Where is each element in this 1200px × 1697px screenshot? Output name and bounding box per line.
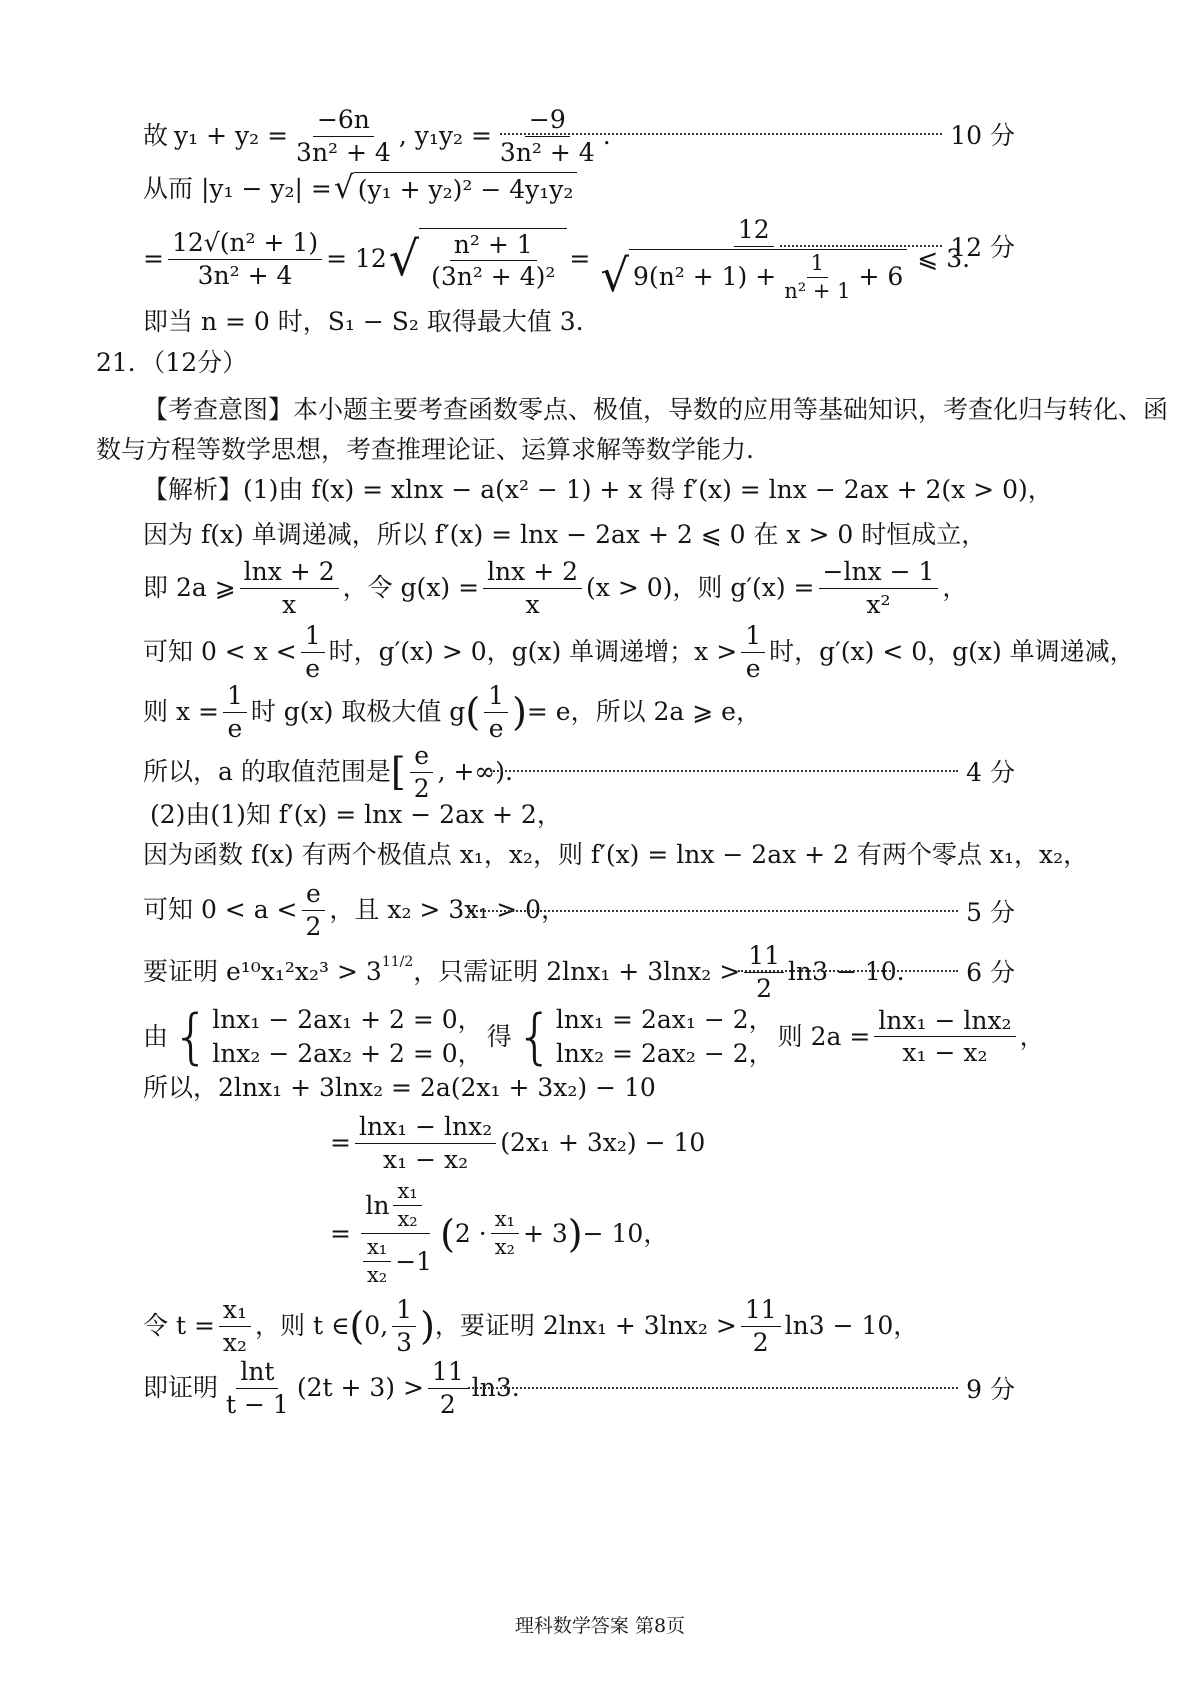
numerator: n² + 1	[450, 231, 537, 262]
denominator: e	[488, 713, 504, 743]
text: 数与方程等数学思想，考查推理论证、运算求解等数学能力.	[96, 435, 754, 464]
fraction	[483, 558, 582, 618]
fraction	[292, 106, 395, 166]
numerator: 11	[741, 1296, 781, 1327]
numerator: 11	[744, 942, 784, 973]
denominator: x₁ − x₂	[383, 1144, 469, 1174]
math-expr: ，要证明 2lnx₁ + 3lnx₂ >	[434, 1311, 737, 1340]
math-expr: 时，g′(x) < 0，g(x) 单调递减，	[769, 637, 1135, 666]
denominator: e	[305, 653, 321, 683]
math-expr: ln3 − 10.	[788, 957, 905, 986]
line-20	[330, 1113, 705, 1173]
denominator: x₁ − x₂	[902, 1038, 988, 1068]
line-9	[143, 520, 986, 550]
math-expr: 可知 0 < x <	[143, 637, 297, 666]
math-expr: y₁ + y₂ =	[174, 121, 289, 150]
line-19	[143, 1073, 656, 1103]
score-leader	[738, 953, 1015, 989]
numerator: 12√(n² + 1)	[168, 229, 322, 260]
denominator: x	[525, 589, 540, 619]
math-expr: + 3	[522, 1218, 568, 1248]
text: (2)由(1)知 f′(x) = lnx − 2ax + 2，	[150, 800, 562, 829]
dot-leader	[468, 1387, 958, 1389]
bracket: [	[390, 750, 406, 794]
line-21	[330, 1180, 668, 1287]
question-21-heading	[96, 348, 247, 378]
math-expr: 时，g′(x) > 0，g(x) 单调递增；x >	[328, 637, 738, 666]
fraction	[168, 229, 322, 289]
equation: lnx₁ = 2ax₁ − 2，	[555, 1005, 774, 1034]
fraction	[219, 1296, 251, 1356]
denominator: x	[282, 589, 297, 619]
numerator: −6n	[313, 106, 374, 137]
equation-system	[516, 1003, 774, 1071]
denominator: n² + 1	[784, 278, 851, 303]
math-expr: (2t + 3) >	[296, 1373, 424, 1402]
dot-leader	[500, 133, 942, 135]
math-expr: 即 2a ⩾	[143, 573, 236, 602]
math-expr: + 6	[858, 262, 904, 292]
paren: (	[440, 1211, 455, 1256]
text: 【解析】(1)由 f(x) = xlnx − a(x² − 1) + x 得 f′(x) = lnx − 2ax + 2(x > 0)，	[143, 475, 1053, 504]
numerator: −9	[525, 106, 570, 137]
paren: (	[465, 690, 481, 734]
numerator: lnx₁ − lnx₂	[874, 1007, 1015, 1038]
math-expr: 0,	[364, 1311, 389, 1340]
score-label: 6 分	[966, 958, 1015, 987]
text: 所以，a 的取值范围是	[143, 757, 391, 786]
numerator: lnx + 2	[483, 558, 582, 589]
equation: lnx₂ = 2ax₂ − 2，	[555, 1038, 774, 1068]
math-expr: (x > 0)，则 g′(x) =	[586, 573, 815, 602]
text: 所以，2lnx₁ + 3lnx₂ = 2a(2x₁ + 3x₂) − 10	[143, 1073, 656, 1102]
math-expr: 则 2a =	[777, 1021, 871, 1051]
score-label: 4 分	[966, 758, 1015, 787]
equation: lnx₁ − 2ax₁ + 2 = 0，	[212, 1005, 483, 1034]
fraction	[392, 1296, 416, 1356]
denominator	[355, 1234, 436, 1287]
denominator: e	[745, 653, 761, 683]
math-expr: ，只需证明 2lnx₁ + 3lnx₂ >	[413, 957, 741, 986]
fraction	[363, 1236, 391, 1287]
fraction	[410, 742, 434, 802]
score-label: 10 分	[950, 121, 1015, 150]
score-label: 12 分	[950, 233, 1015, 262]
math-expr: ，则 t ∈	[255, 1311, 350, 1340]
fraction	[222, 1358, 293, 1418]
line-4	[143, 307, 584, 337]
math-expr: , +∞).	[437, 757, 513, 786]
math-expr: =	[330, 1128, 351, 1157]
brace: {	[515, 1001, 554, 1072]
score-leader	[780, 228, 1015, 264]
fraction	[819, 558, 939, 618]
dot-leader	[468, 910, 958, 912]
text: 由	[143, 1021, 169, 1051]
radical-sign: √	[388, 231, 420, 287]
denominator: 2	[439, 1389, 456, 1419]
exponent: 11/2	[381, 953, 414, 970]
fraction	[240, 558, 339, 618]
radical-sign: √	[333, 169, 354, 206]
math-expr: ，令 g(x) =	[342, 573, 480, 602]
radicand	[419, 228, 567, 291]
math-expr: ，且 x₂ > 3x₁ > 0，	[329, 895, 567, 924]
math-expr: 要证明 e¹⁰x₁²x₂³ > 3	[143, 957, 382, 986]
text: 因为 f(x) 单调递减，所以 f′(x) = lnx − 2ax + 2 ⩽ 0 在 x > 0 时恒成立，	[143, 520, 987, 549]
numerator: x₁	[219, 1296, 251, 1327]
denominator: 3n² + 4	[197, 260, 293, 290]
radicand: (y₁ + y₂)² − 4y₁y₂	[354, 172, 578, 205]
text: 故	[143, 121, 169, 150]
denominator: 2	[305, 911, 322, 941]
sqrt	[389, 228, 568, 291]
math-expr: − 10，	[582, 1218, 669, 1248]
math-expr: = e，所以 2a ⩾ e，	[526, 697, 761, 726]
numerator: e	[302, 880, 325, 911]
math-expr: (2x₁ + 3x₂) − 10	[500, 1128, 706, 1157]
denominator: e	[227, 713, 243, 743]
math-expr: , y₁y₂ =	[398, 121, 492, 150]
numerator: 12	[734, 216, 774, 247]
math-expr: =	[143, 244, 164, 274]
numerator: x₁	[393, 1180, 421, 1206]
line-23	[143, 1358, 520, 1418]
fraction	[223, 682, 247, 742]
dot-leader	[490, 770, 958, 772]
numerator: 1	[484, 682, 508, 713]
text: ，	[1019, 1021, 1045, 1051]
denominator: x₂	[222, 1327, 248, 1357]
score-label: 9 分	[966, 1375, 1015, 1404]
fraction	[355, 1113, 496, 1173]
line-12	[143, 682, 761, 742]
denominator: 3	[396, 1327, 413, 1357]
numerator: 1	[301, 622, 325, 653]
line-11	[143, 622, 1135, 682]
numerator: x₁	[363, 1236, 391, 1262]
text: 【考查意图】本小题主要考查函数零点、极值，导数的应用等基础知识，考查化归与转化、函	[143, 395, 1169, 424]
math-expr: 9(n² + 1) +	[633, 262, 777, 292]
brace: {	[172, 1001, 211, 1072]
line-6	[143, 395, 1168, 425]
math-expr: = 12	[326, 244, 387, 274]
denominator: x²	[866, 589, 891, 619]
denominator: 3n² + 4	[499, 137, 595, 167]
score-leader	[468, 893, 1015, 929]
numerator: lnx + 2	[240, 558, 339, 589]
denominator: 2	[413, 773, 430, 803]
denominator: 3n² + 4	[296, 137, 391, 167]
math-expr: −1	[395, 1247, 433, 1277]
denominator: x₂	[494, 1235, 515, 1260]
math-expr: ln3.	[471, 1373, 520, 1402]
fraction	[355, 1180, 436, 1287]
math-expr: 从而 |y₁ − y₂| =	[143, 173, 332, 203]
math-expr: 时 g(x) 取极大值 g	[250, 697, 466, 726]
fraction	[428, 1358, 468, 1418]
numerator: 1	[392, 1296, 416, 1327]
fraction	[741, 622, 765, 682]
denominator: 2	[756, 973, 773, 1003]
math-expr: ⩽ 3.	[917, 244, 971, 274]
text: 即当 n = 0 时，S₁ − S₂ 取得最大值 3.	[143, 307, 584, 336]
numerator	[361, 1180, 429, 1234]
numerator: 1	[807, 252, 828, 278]
line-2	[143, 169, 579, 206]
radical-sign: √	[600, 249, 630, 303]
equation-system	[172, 1003, 483, 1071]
math-expr: ln3 − 10，	[784, 1311, 919, 1340]
line-10	[143, 558, 967, 618]
numerator: lnx₁ − lnx₂	[355, 1113, 496, 1144]
text: 21．（12分）	[96, 348, 248, 377]
line-13	[143, 742, 513, 802]
fraction	[874, 1007, 1015, 1067]
line-8	[143, 475, 1053, 505]
paren: (	[349, 1304, 365, 1348]
numerator: x₁	[491, 1208, 519, 1234]
fraction	[484, 682, 508, 742]
numerator: 1	[741, 622, 765, 653]
math-expr: =	[330, 1218, 351, 1248]
numerator: −lnx − 1	[819, 558, 939, 589]
line-18	[143, 1003, 1045, 1071]
page-footer: 理科数学答案 第8页	[514, 1615, 686, 1637]
math-expr: =	[569, 244, 591, 274]
dot-leader	[738, 970, 958, 972]
paren: )	[567, 1211, 583, 1256]
numerator: e	[410, 742, 433, 773]
line-22	[143, 1296, 918, 1356]
fraction	[301, 622, 325, 682]
sqrt	[333, 169, 578, 206]
score-leader	[468, 1370, 1015, 1406]
paren: )	[420, 1304, 435, 1348]
math-expr: 则 x =	[143, 697, 219, 726]
denominator: 2	[752, 1327, 769, 1357]
text: .	[602, 121, 611, 150]
score-label: 5 分	[966, 898, 1015, 927]
text: ，	[942, 573, 968, 602]
equation: lnx₂ − 2ax₂ + 2 = 0，	[212, 1038, 483, 1068]
text: 因为函数 f(x) 有两个极值点 x₁，x₂，则 f′(x) = lnx − 2ax + 2 有两个零点 x₁，x₂，	[143, 840, 1089, 869]
denominator: x₂	[366, 1263, 388, 1288]
line-14	[150, 800, 562, 830]
fraction	[491, 1208, 519, 1259]
fraction	[741, 1296, 781, 1356]
math-expr: 2 ·	[454, 1218, 487, 1248]
denominator: (3n² + 4)²	[431, 262, 556, 292]
score-leader	[500, 116, 1015, 152]
numerator: lnt	[236, 1358, 278, 1389]
fraction	[427, 231, 559, 291]
line-7	[96, 435, 754, 465]
paren: )	[512, 690, 527, 734]
line-15	[143, 840, 1088, 870]
text: 得	[486, 1021, 512, 1051]
numerator: 11	[428, 1358, 468, 1389]
math-expr: ln	[365, 1190, 390, 1220]
fraction	[302, 880, 326, 940]
text: 即证明	[143, 1373, 219, 1402]
score-leader	[490, 753, 1015, 789]
denominator: x₂	[397, 1207, 418, 1232]
math-expr: 令 t =	[143, 1311, 215, 1340]
dot-leader	[780, 245, 942, 247]
math-expr: 可知 0 < a <	[143, 895, 298, 924]
numerator: 1	[223, 682, 247, 713]
denominator: t − 1	[226, 1389, 289, 1419]
fraction	[393, 1180, 421, 1231]
